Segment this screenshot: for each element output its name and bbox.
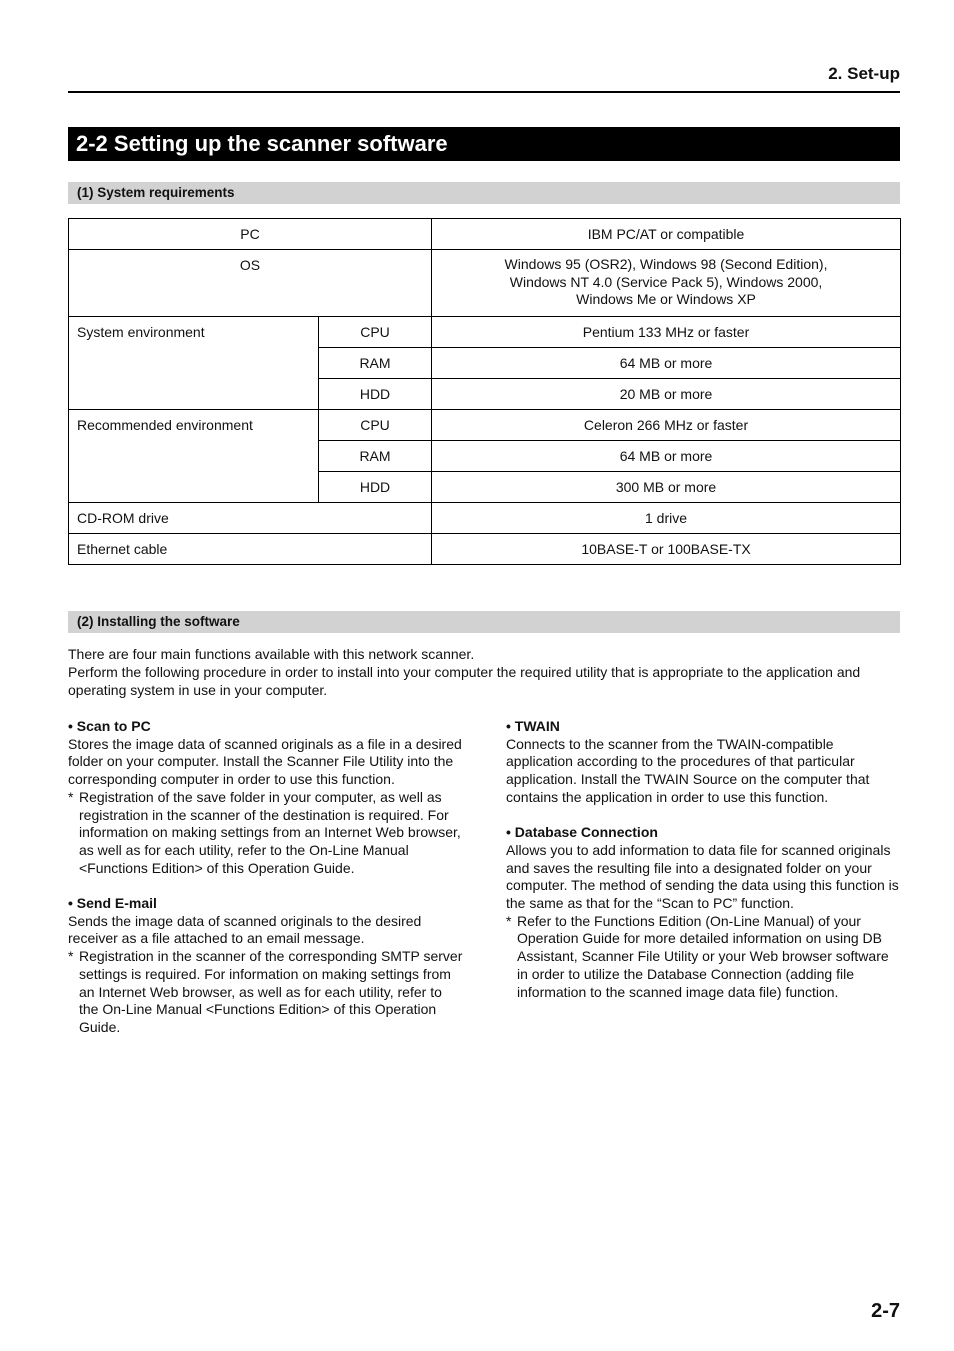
os-line: Windows NT 4.0 (Service Pack 5), Windows 2000, bbox=[509, 273, 823, 290]
left-column bbox=[68, 718, 463, 1054]
section-title: 2-2 Setting up the scanner software bbox=[68, 127, 900, 161]
function-heading: • Send E-mail bbox=[68, 895, 157, 912]
row-label-os: OS bbox=[69, 250, 432, 317]
function-send-email bbox=[68, 895, 463, 1037]
function-scan-to-pc bbox=[68, 718, 463, 877]
subsection-installing-software: (2) Installing the software bbox=[68, 611, 900, 633]
note-text: Refer to the Functions Edition (On-Line Manual) of your Operation Guide for more detailed information on using DB Assistant, Scanner File Utility or your Web browser software in order to utilize the Database Connection (adding file information to the scanned image data file) function. bbox=[517, 912, 889, 1000]
value-hdd: 300 MB or more bbox=[432, 472, 901, 503]
function-heading: • Database Connection bbox=[506, 824, 658, 841]
table-row bbox=[69, 219, 901, 250]
os-line: Windows Me or Windows XP bbox=[576, 291, 756, 308]
note-text: Registration of the save folder in your computer, as well as registration in the scanner of the destination is required. For information on making settings from an Internet Web browser, as well as for each utility, refer to the On-Line Manual <Functions Edition> of this Operation Guide. bbox=[79, 788, 461, 876]
function-note bbox=[506, 913, 901, 1002]
value-cpu: Celeron 266 MHz or faster bbox=[432, 410, 901, 441]
item-cpu: CPU bbox=[319, 317, 432, 348]
table-row bbox=[69, 410, 901, 441]
row-label-cdrom: CD-ROM drive bbox=[69, 503, 432, 534]
function-database-connection bbox=[506, 824, 901, 1001]
header-rule bbox=[68, 91, 900, 93]
table-row bbox=[69, 317, 901, 348]
row-value-cdrom: 1 drive bbox=[432, 503, 901, 534]
function-body: Connects to the scanner from the TWAIN-compatible application according to the procedures of that particular application. Install the TWAIN Source on the computer that contains the application in order to use this function. bbox=[506, 735, 870, 805]
function-note bbox=[68, 948, 463, 1037]
intro-paragraph: Perform the following procedure in order to install into your computer the required utility that is appropriate to the application and operating system in use in your computer. bbox=[68, 663, 861, 698]
function-twain bbox=[506, 718, 901, 807]
note-mark: * bbox=[68, 948, 74, 965]
intro-text bbox=[68, 646, 900, 699]
item-hdd: HDD bbox=[319, 379, 432, 410]
table-row bbox=[69, 503, 901, 534]
row-value-os bbox=[432, 250, 901, 317]
requirements-table bbox=[68, 218, 901, 565]
value-ram: 64 MB or more bbox=[432, 348, 901, 379]
os-line: Windows 95 (OSR2), Windows 98 (Second Edition), bbox=[504, 256, 828, 272]
value-cpu: Pentium 133 MHz or faster bbox=[432, 317, 901, 348]
page-number: 2-7 bbox=[871, 1300, 900, 1322]
item-ram: RAM bbox=[319, 441, 432, 472]
row-value-ethernet: 10BASE-T or 100BASE-TX bbox=[432, 534, 901, 565]
note-text: Registration in the scanner of the corresponding SMTP server settings is required. For information on making settings from an Internet Web browser, as well as for each utility, refer to the On-Line Manual <Functions Edition> of this Operation Guide. bbox=[79, 948, 463, 1035]
intro-paragraph: There are four main functions available with this network scanner. bbox=[68, 646, 475, 662]
row-value-pc: IBM PC/AT or compatible bbox=[432, 219, 901, 250]
function-heading: • TWAIN bbox=[506, 718, 560, 734]
note-mark: * bbox=[68, 788, 74, 805]
value-hdd: 20 MB or more bbox=[432, 379, 901, 410]
table-row bbox=[69, 250, 901, 317]
running-header: 2. Set-up bbox=[828, 64, 900, 83]
function-body: Sends the image data of scanned originals to the desired receiver as a file attached to an email message. bbox=[68, 912, 422, 947]
item-hdd: HDD bbox=[319, 472, 432, 503]
row-label-ethernet: Ethernet cable bbox=[69, 534, 432, 565]
table-row bbox=[69, 534, 901, 565]
item-cpu: CPU bbox=[319, 410, 432, 441]
value-ram: 64 MB or more bbox=[432, 441, 901, 472]
function-note bbox=[68, 789, 463, 878]
item-ram: RAM bbox=[319, 348, 432, 379]
function-heading: • Scan to PC bbox=[68, 718, 151, 734]
row-label-pc: PC bbox=[69, 219, 432, 250]
row-label-recommended-environment: Recommended environment bbox=[69, 410, 319, 503]
right-column bbox=[506, 718, 901, 1019]
function-body: Allows you to add information to data file for scanned originals and saves the resulting file into a designated folder on your computer. The method of sending the data using this function is the same as that for the “Scan to PC” function. bbox=[506, 841, 899, 912]
function-body: Stores the image data of scanned originals as a file in a desired folder on your computer. Install the Scanner File Utility into the corresponding computer in order to use this function. bbox=[68, 735, 462, 788]
row-label-system-environment: System environment bbox=[69, 317, 319, 410]
note-mark: * bbox=[506, 912, 512, 929]
subsection-system-requirements: (1) System requirements bbox=[68, 182, 900, 204]
